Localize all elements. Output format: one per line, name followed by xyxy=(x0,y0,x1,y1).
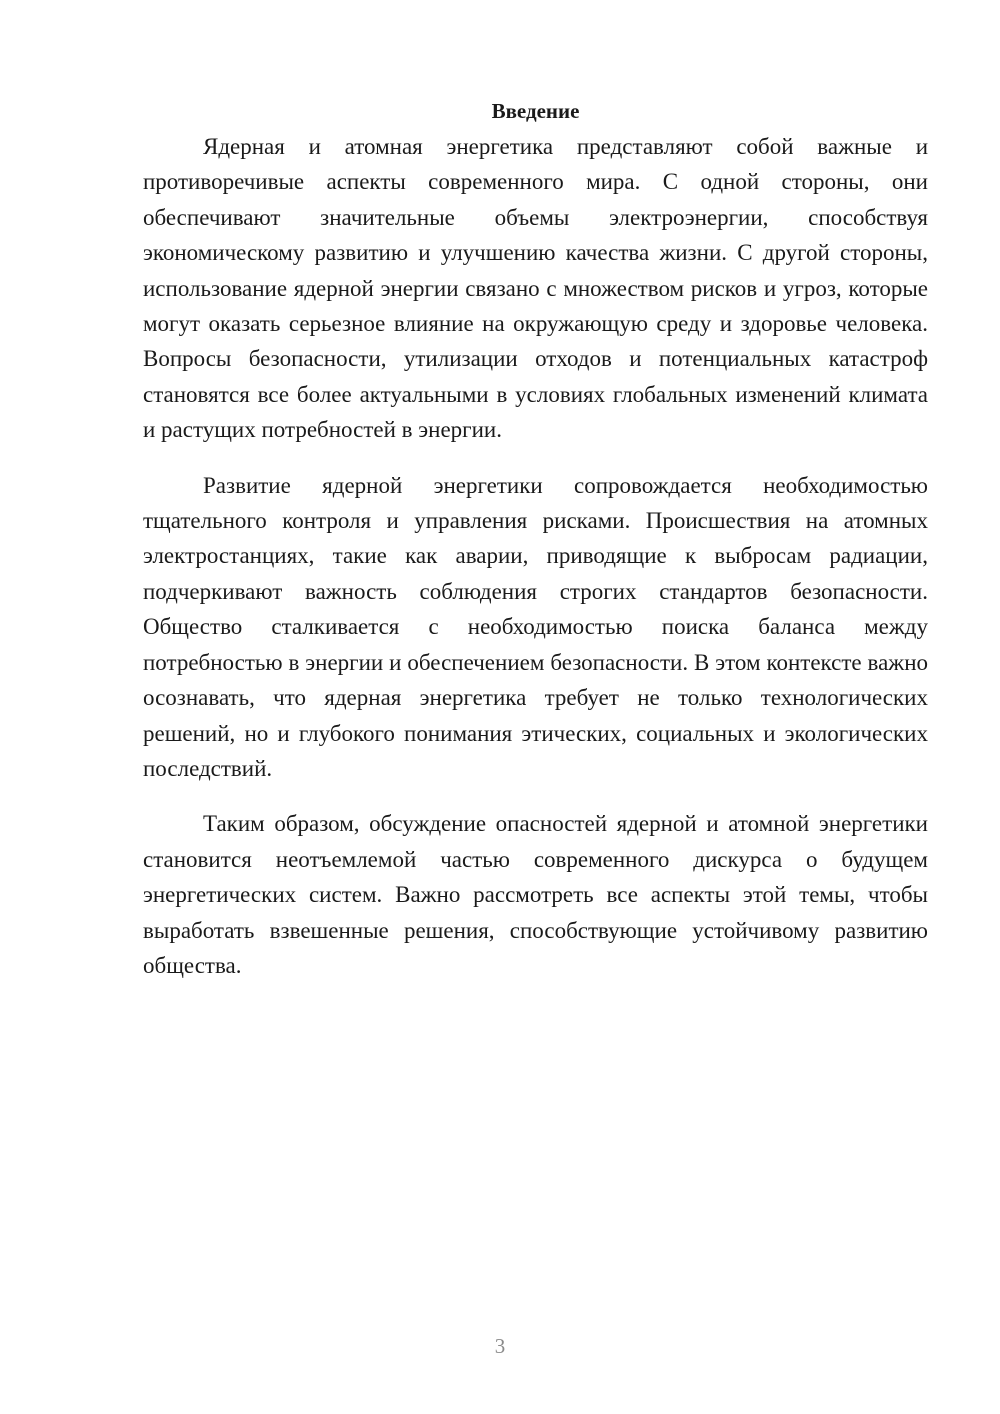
page-content xyxy=(143,94,928,983)
paragraph-2: Развитие ядерной энергетики сопровождается необходимостью тщательного контроля и управления рисками. Происшествия на атомных электростанциях, такие как аварии, приводящие к выбросам радиации, подчеркивают важность соблюдения строгих стандартов безопасности. Общество сталкивается с необходимостью поиска баланса между потребностью в энергии и обеспечением безопасности. В этом контексте важно осознавать, что ядерная энергетика требует не только технологических решений, но и глубокого понимания этических, социальных и экологических последствий. xyxy=(143,472,928,781)
section-heading: Введение xyxy=(491,99,580,123)
paragraph-1: Ядерная и атомная энергетика представляют собой важные и противоречивые аспекты современного мира. С одной стороны, они обеспечивают значительные объемы электроэнергии, способствуя экономическому развитию и улучшению качества жизни. С другой стороны, использование ядерной энергии связано с множеством рисков и угроз, которые могут оказать серьезное влияние на окружающую среду и здоровье человека. Вопросы безопасности, утилизации отходов и потенциальных катастроф становятся все более актуальными в условиях глобальных изменений климата и растущих потребностей в энергии. xyxy=(143,134,928,443)
paragraph-3: Таким образом, обсуждение опасностей ядерной и атомной энергетики становится неотъемлемой частью современного дискурса о будущем энергетических систем. Важно рассмотреть все аспекты этой темы, чтобы выработать взвешенные решения, способствующие устойчивому развитию общества. xyxy=(143,811,928,978)
page-number: 3 xyxy=(494,1334,506,1358)
